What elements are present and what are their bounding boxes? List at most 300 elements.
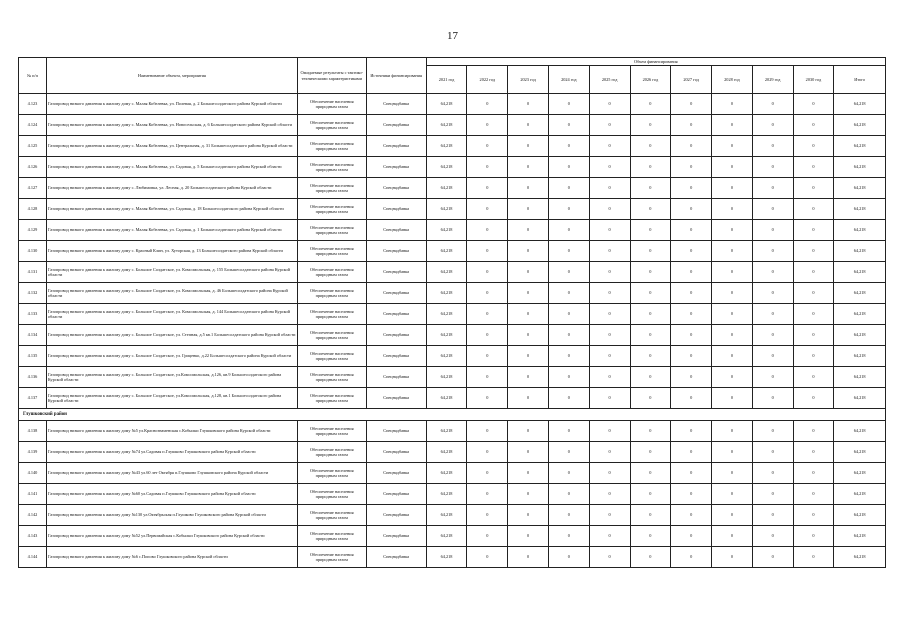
table-row [19,199,886,220]
year-value: 0 [589,136,630,157]
year-value: 64,218 [426,220,467,241]
object-name: Газопровод низкого давления к жилому дому с. Малая Кобелевка, ул. Новосельская, д. 6 Большесолдатского района Курской области [46,115,297,136]
year-value: 0 [752,346,793,367]
year-value: 0 [671,463,712,484]
total-value: 64,218 [834,421,886,442]
year-value: 0 [752,484,793,505]
year-value: 0 [467,346,508,367]
year-value: 0 [671,220,712,241]
year-value: 0 [508,136,549,157]
total-value: 64,218 [834,262,886,283]
year-value: 0 [589,325,630,346]
year-value: 64,218 [426,367,467,388]
year-value: 0 [671,94,712,115]
header-result: Ожидаемые результаты с тактико-техническими характеристиками [297,58,366,94]
table-row [19,367,886,388]
year-value: 0 [752,220,793,241]
row-number: 4.126 [19,157,47,178]
row-number: 4.142 [19,505,47,526]
year-value: 0 [589,262,630,283]
year-value: 0 [712,484,753,505]
total-value: 64,218 [834,547,886,568]
year-value: 0 [752,547,793,568]
year-value: 0 [793,367,834,388]
year-value: 0 [548,304,589,325]
year-value: 0 [548,367,589,388]
year-value: 0 [793,388,834,409]
year-value: 0 [548,241,589,262]
year-value: 0 [467,220,508,241]
year-value: 0 [793,94,834,115]
year-value: 0 [467,484,508,505]
row-number: 4.139 [19,442,47,463]
row-number: 4.131 [19,262,47,283]
year-value: 0 [752,241,793,262]
year-value: 0 [548,388,589,409]
year-value: 0 [752,136,793,157]
financing-source: Спецнадбавка [366,505,426,526]
year-value: 0 [589,367,630,388]
year-value: 64,218 [426,484,467,505]
year-value: 0 [548,94,589,115]
row-number: 4.123 [19,94,47,115]
table-row [19,463,886,484]
section-label: Глушковский район [19,409,886,421]
total-value: 64,218 [834,346,886,367]
financing-source: Спецнадбавка [366,157,426,178]
year-value: 0 [671,484,712,505]
expected-result: Обеспечение населения природным газом [297,157,366,178]
year-value: 0 [467,94,508,115]
expected-result: Обеспечение населения природным газом [297,442,366,463]
year-value: 0 [508,421,549,442]
year-value: 0 [671,157,712,178]
expected-result: Обеспечение населения природным газом [297,346,366,367]
object-name: Газопровод низкого давления к жилому дому №52 ул.Первомайская с.Кобылки Глушковского района Курской области [46,526,297,547]
table-row [19,442,886,463]
year-value: 0 [630,388,671,409]
year-value: 0 [712,304,753,325]
year-value: 0 [508,325,549,346]
year-value: 64,218 [426,505,467,526]
header-years-group: Объем финансирования [426,58,885,66]
year-value: 0 [548,157,589,178]
year-value: 0 [752,115,793,136]
financing-source: Спецнадбавка [366,421,426,442]
year-value: 0 [467,388,508,409]
year-value: 0 [752,442,793,463]
year-value: 0 [589,94,630,115]
year-value: 0 [630,421,671,442]
total-value: 64,218 [834,157,886,178]
year-value: 0 [548,463,589,484]
object-name: Газопровод низкого давления к жилому дому с. Красный Клин, ул. Хуторская, д. 13 Большесолдатского района Курской области [46,241,297,262]
financing-source: Спецнадбавка [366,304,426,325]
row-number: 4.130 [19,241,47,262]
row-number: 4.135 [19,346,47,367]
row-number: 4.132 [19,283,47,304]
year-value: 0 [671,325,712,346]
year-value: 0 [589,157,630,178]
year-value: 0 [712,388,753,409]
row-number: 4.125 [19,136,47,157]
year-value: 64,218 [426,283,467,304]
row-number: 4.141 [19,484,47,505]
year-value: 0 [671,136,712,157]
year-value: 0 [671,547,712,568]
year-value: 0 [671,199,712,220]
year-value: 0 [793,304,834,325]
table-row [19,505,886,526]
object-name: Газопровод низкого давления к жилому дому №5 ул.Краснознаменская с.Кобылки Глушковского района Курской области [46,421,297,442]
year-value: 0 [467,178,508,199]
year-value: 0 [548,421,589,442]
expected-result: Обеспечение населения природным газом [297,388,366,409]
year-value: 0 [589,421,630,442]
year-value: 0 [548,325,589,346]
year-value: 0 [671,346,712,367]
year-value: 0 [508,262,549,283]
row-number: 4.138 [19,421,47,442]
year-value: 64,218 [426,526,467,547]
year-value: 0 [671,388,712,409]
header-source: Источники финансирования [366,58,426,94]
table-row [19,157,886,178]
year-value: 0 [793,178,834,199]
financing-source: Спецнадбавка [366,388,426,409]
year-value: 0 [589,304,630,325]
year-value: 0 [508,220,549,241]
total-value: 64,218 [834,463,886,484]
year-value: 0 [467,367,508,388]
year-value: 0 [793,241,834,262]
header-total: Итого [834,66,886,94]
year-value: 0 [712,547,753,568]
year-value: 0 [508,178,549,199]
year-value: 64,218 [426,463,467,484]
year-value: 0 [589,346,630,367]
year-value: 0 [630,526,671,547]
table-row [19,526,886,547]
header-year: 2025 год [589,66,630,94]
financing-source: Спецнадбавка [366,136,426,157]
table-row [19,136,886,157]
year-value: 0 [712,442,753,463]
header-year: 2027 год [671,66,712,94]
expected-result: Обеспечение населения природным газом [297,262,366,283]
header-name: Наименование объекта, мероприятия [46,58,297,94]
year-value: 0 [548,262,589,283]
year-value: 0 [467,526,508,547]
row-number: 4.134 [19,325,47,346]
year-value: 0 [630,484,671,505]
year-value: 0 [671,421,712,442]
object-name: Газопровод низкого давления к жилому дому с. Малая Кобелевка, ул. Центральная, д. 31 Большесолдатского района Курской области [46,136,297,157]
year-value: 0 [712,367,753,388]
financing-source: Спецнадбавка [366,463,426,484]
year-value: 0 [548,346,589,367]
header-year: 2022 год [467,66,508,94]
year-value: 0 [671,115,712,136]
year-value: 0 [752,463,793,484]
total-value: 64,218 [834,220,886,241]
year-value: 0 [630,220,671,241]
year-value: 0 [548,547,589,568]
year-value: 0 [589,199,630,220]
year-value: 0 [630,283,671,304]
year-value: 0 [630,463,671,484]
year-value: 0 [467,304,508,325]
total-value: 64,218 [834,325,886,346]
header-num: № п/п [19,58,47,94]
year-value: 0 [752,388,793,409]
object-name: Газопровод низкого давления к жилому дому с. Большое Солдатское, ул. Гриценко, д.22 Большесолдатского района Курской области [46,346,297,367]
year-value: 0 [752,94,793,115]
table-row [19,388,886,409]
header-year: 2021 год [426,66,467,94]
row-number: 4.129 [19,220,47,241]
expected-result: Обеспечение населения природным газом [297,241,366,262]
year-value: 0 [671,283,712,304]
total-value: 64,218 [834,283,886,304]
year-value: 0 [752,421,793,442]
year-value: 0 [630,505,671,526]
total-value: 64,218 [834,484,886,505]
year-value: 0 [467,421,508,442]
year-value: 64,218 [426,547,467,568]
total-value: 64,218 [834,367,886,388]
year-value: 0 [793,346,834,367]
year-value: 0 [508,346,549,367]
year-value: 0 [793,220,834,241]
expected-result: Обеспечение населения природным газом [297,136,366,157]
object-name: Газопровод низкого давления к жилому дому с. Малая Кобелевка, ул. Садовая, д. 1 Большесолдатского района Курской области [46,220,297,241]
year-value: 0 [712,325,753,346]
financing-source: Спецнадбавка [366,94,426,115]
year-value: 0 [752,157,793,178]
total-value: 64,218 [834,94,886,115]
year-value: 0 [630,115,671,136]
year-value: 0 [630,304,671,325]
year-value: 0 [630,241,671,262]
page-number: 17 [447,30,458,42]
year-value: 0 [712,463,753,484]
year-value: 0 [589,388,630,409]
year-value: 0 [508,547,549,568]
year-value: 0 [630,157,671,178]
year-value: 0 [548,484,589,505]
year-value: 0 [630,325,671,346]
year-value: 0 [630,547,671,568]
year-value: 0 [508,199,549,220]
year-value: 0 [793,484,834,505]
year-value: 0 [793,547,834,568]
year-value: 0 [548,220,589,241]
year-value: 0 [630,136,671,157]
year-value: 0 [752,526,793,547]
year-value: 0 [712,178,753,199]
year-value: 0 [793,421,834,442]
year-value: 0 [508,442,549,463]
year-value: 0 [630,94,671,115]
year-value: 64,218 [426,241,467,262]
object-name: Газопровод низкого давления к жилому дому №74 ул.Садовая п.Глушково Глушковского района Курской области [46,442,297,463]
financing-table [18,57,886,568]
year-value: 0 [467,325,508,346]
object-name: Газопровод низкого давления к жилому дому с. Большое Солдатское, ул. Комсомольская, д. 46 Большесолдатского района Курской области [46,283,297,304]
financing-source: Спецнадбавка [366,526,426,547]
year-value: 64,218 [426,421,467,442]
object-name: Газопровод низкого давления к жилому дому с. Большое Солдатское, ул. Степная, д.5 кв.1 Большесолдатского района Курской области [46,325,297,346]
header-year: 2029 год [752,66,793,94]
financing-source: Спецнадбавка [366,115,426,136]
financing-source: Спецнадбавка [366,346,426,367]
table-row [19,304,886,325]
expected-result: Обеспечение населения природным газом [297,526,366,547]
table-row [19,262,886,283]
year-value: 0 [793,442,834,463]
total-value: 64,218 [834,241,886,262]
table-row [19,241,886,262]
year-value: 0 [630,199,671,220]
year-value: 0 [467,547,508,568]
year-value: 0 [508,367,549,388]
year-value: 0 [793,262,834,283]
year-value: 0 [548,526,589,547]
year-value: 0 [712,421,753,442]
object-name: Газопровод низкого давления к жилому дому №130 ул.Октябрьская п.Глушково Глушковского района Курской области [46,505,297,526]
year-value: 0 [793,526,834,547]
year-value: 0 [508,484,549,505]
year-value: 0 [467,115,508,136]
financing-source: Спецнадбавка [366,220,426,241]
total-value: 64,218 [834,388,886,409]
year-value: 64,218 [426,94,467,115]
year-value: 0 [671,442,712,463]
object-name: Газопровод низкого давления к жилому дому №43 ул.60 лет Октября п.Глушково Глушковского района Курской области [46,463,297,484]
header-year: 2024 год [548,66,589,94]
year-value: 0 [630,262,671,283]
year-value: 0 [793,505,834,526]
year-value: 0 [508,94,549,115]
year-value: 0 [548,505,589,526]
year-value: 0 [589,463,630,484]
year-value: 0 [508,115,549,136]
section-row [19,409,886,421]
year-value: 0 [712,199,753,220]
year-value: 64,218 [426,346,467,367]
expected-result: Обеспечение населения природным газом [297,463,366,484]
table-row [19,178,886,199]
table-row [19,283,886,304]
year-value: 64,218 [426,199,467,220]
row-number: 4.128 [19,199,47,220]
year-value: 0 [467,136,508,157]
expected-result: Обеспечение населения природным газом [297,199,366,220]
year-value: 0 [712,157,753,178]
table-row [19,484,886,505]
year-value: 0 [712,241,753,262]
year-value: 0 [712,94,753,115]
row-number: 4.124 [19,115,47,136]
expected-result: Обеспечение населения природным газом [297,325,366,346]
table-row [19,94,886,115]
year-value: 0 [671,526,712,547]
year-value: 0 [752,304,793,325]
year-value: 64,218 [426,136,467,157]
year-value: 0 [671,241,712,262]
year-value: 0 [467,157,508,178]
year-value: 0 [548,199,589,220]
year-value: 0 [752,505,793,526]
year-value: 0 [589,547,630,568]
header-year: 2028 год [712,66,753,94]
year-value: 0 [589,241,630,262]
year-value: 0 [712,220,753,241]
year-value: 0 [589,442,630,463]
year-value: 0 [548,442,589,463]
expected-result: Обеспечение населения природным газом [297,484,366,505]
table-row [19,325,886,346]
expected-result: Обеспечение населения природным газом [297,178,366,199]
year-value: 0 [793,199,834,220]
header-year: 2026 год [630,66,671,94]
year-value: 0 [548,115,589,136]
year-value: 0 [671,505,712,526]
financing-source: Спецнадбавка [366,442,426,463]
object-name: Газопровод низкого давления к жилому дому с. Любимовка, ул. Лесная, д. 20 Большесолдатского района Курской области [46,178,297,199]
year-value: 0 [712,115,753,136]
row-number: 4.143 [19,526,47,547]
table-row [19,547,886,568]
object-name: Газопровод низкого давления к жилому дому с. Большое Солдатское, ул.Комсомольская, д.128, кв.1 Большесолдатского района Курской области [46,388,297,409]
year-value: 64,218 [426,262,467,283]
financing-source: Спецнадбавка [366,199,426,220]
year-value: 64,218 [426,388,467,409]
row-number: 4.137 [19,388,47,409]
year-value: 0 [712,262,753,283]
year-value: 0 [793,136,834,157]
financing-source: Спецнадбавка [366,241,426,262]
object-name: Газопровод низкого давления к жилому дому с. Большое Солдатское, ул. Комсомольская, д. 144 Большесолдатского района Курской области [46,304,297,325]
year-value: 0 [589,115,630,136]
year-value: 0 [630,346,671,367]
row-number: 4.133 [19,304,47,325]
year-value: 0 [793,115,834,136]
expected-result: Обеспечение населения природным газом [297,283,366,304]
table-row [19,115,886,136]
year-value: 0 [671,178,712,199]
expected-result: Обеспечение населения природным газом [297,304,366,325]
object-name: Газопровод низкого давления к жилому дому с. Малая Кобелевка, ул. Садовая, д. 5 Большесолдатского района Курской области [46,157,297,178]
year-value: 0 [793,325,834,346]
year-value: 0 [508,157,549,178]
row-number: 4.136 [19,367,47,388]
year-value: 64,218 [426,178,467,199]
object-name: Газопровод низкого давления к жилому дому №6 с.Попово Глушковского района Курской области [46,547,297,568]
financing-source: Спецнадбавка [366,484,426,505]
year-value: 64,218 [426,115,467,136]
table-row [19,346,886,367]
year-value: 0 [467,442,508,463]
year-value: 64,218 [426,325,467,346]
year-value: 64,218 [426,442,467,463]
total-value: 64,218 [834,304,886,325]
financing-source: Спецнадбавка [366,283,426,304]
expected-result: Обеспечение населения природным газом [297,367,366,388]
year-value: 0 [508,283,549,304]
year-value: 0 [508,505,549,526]
